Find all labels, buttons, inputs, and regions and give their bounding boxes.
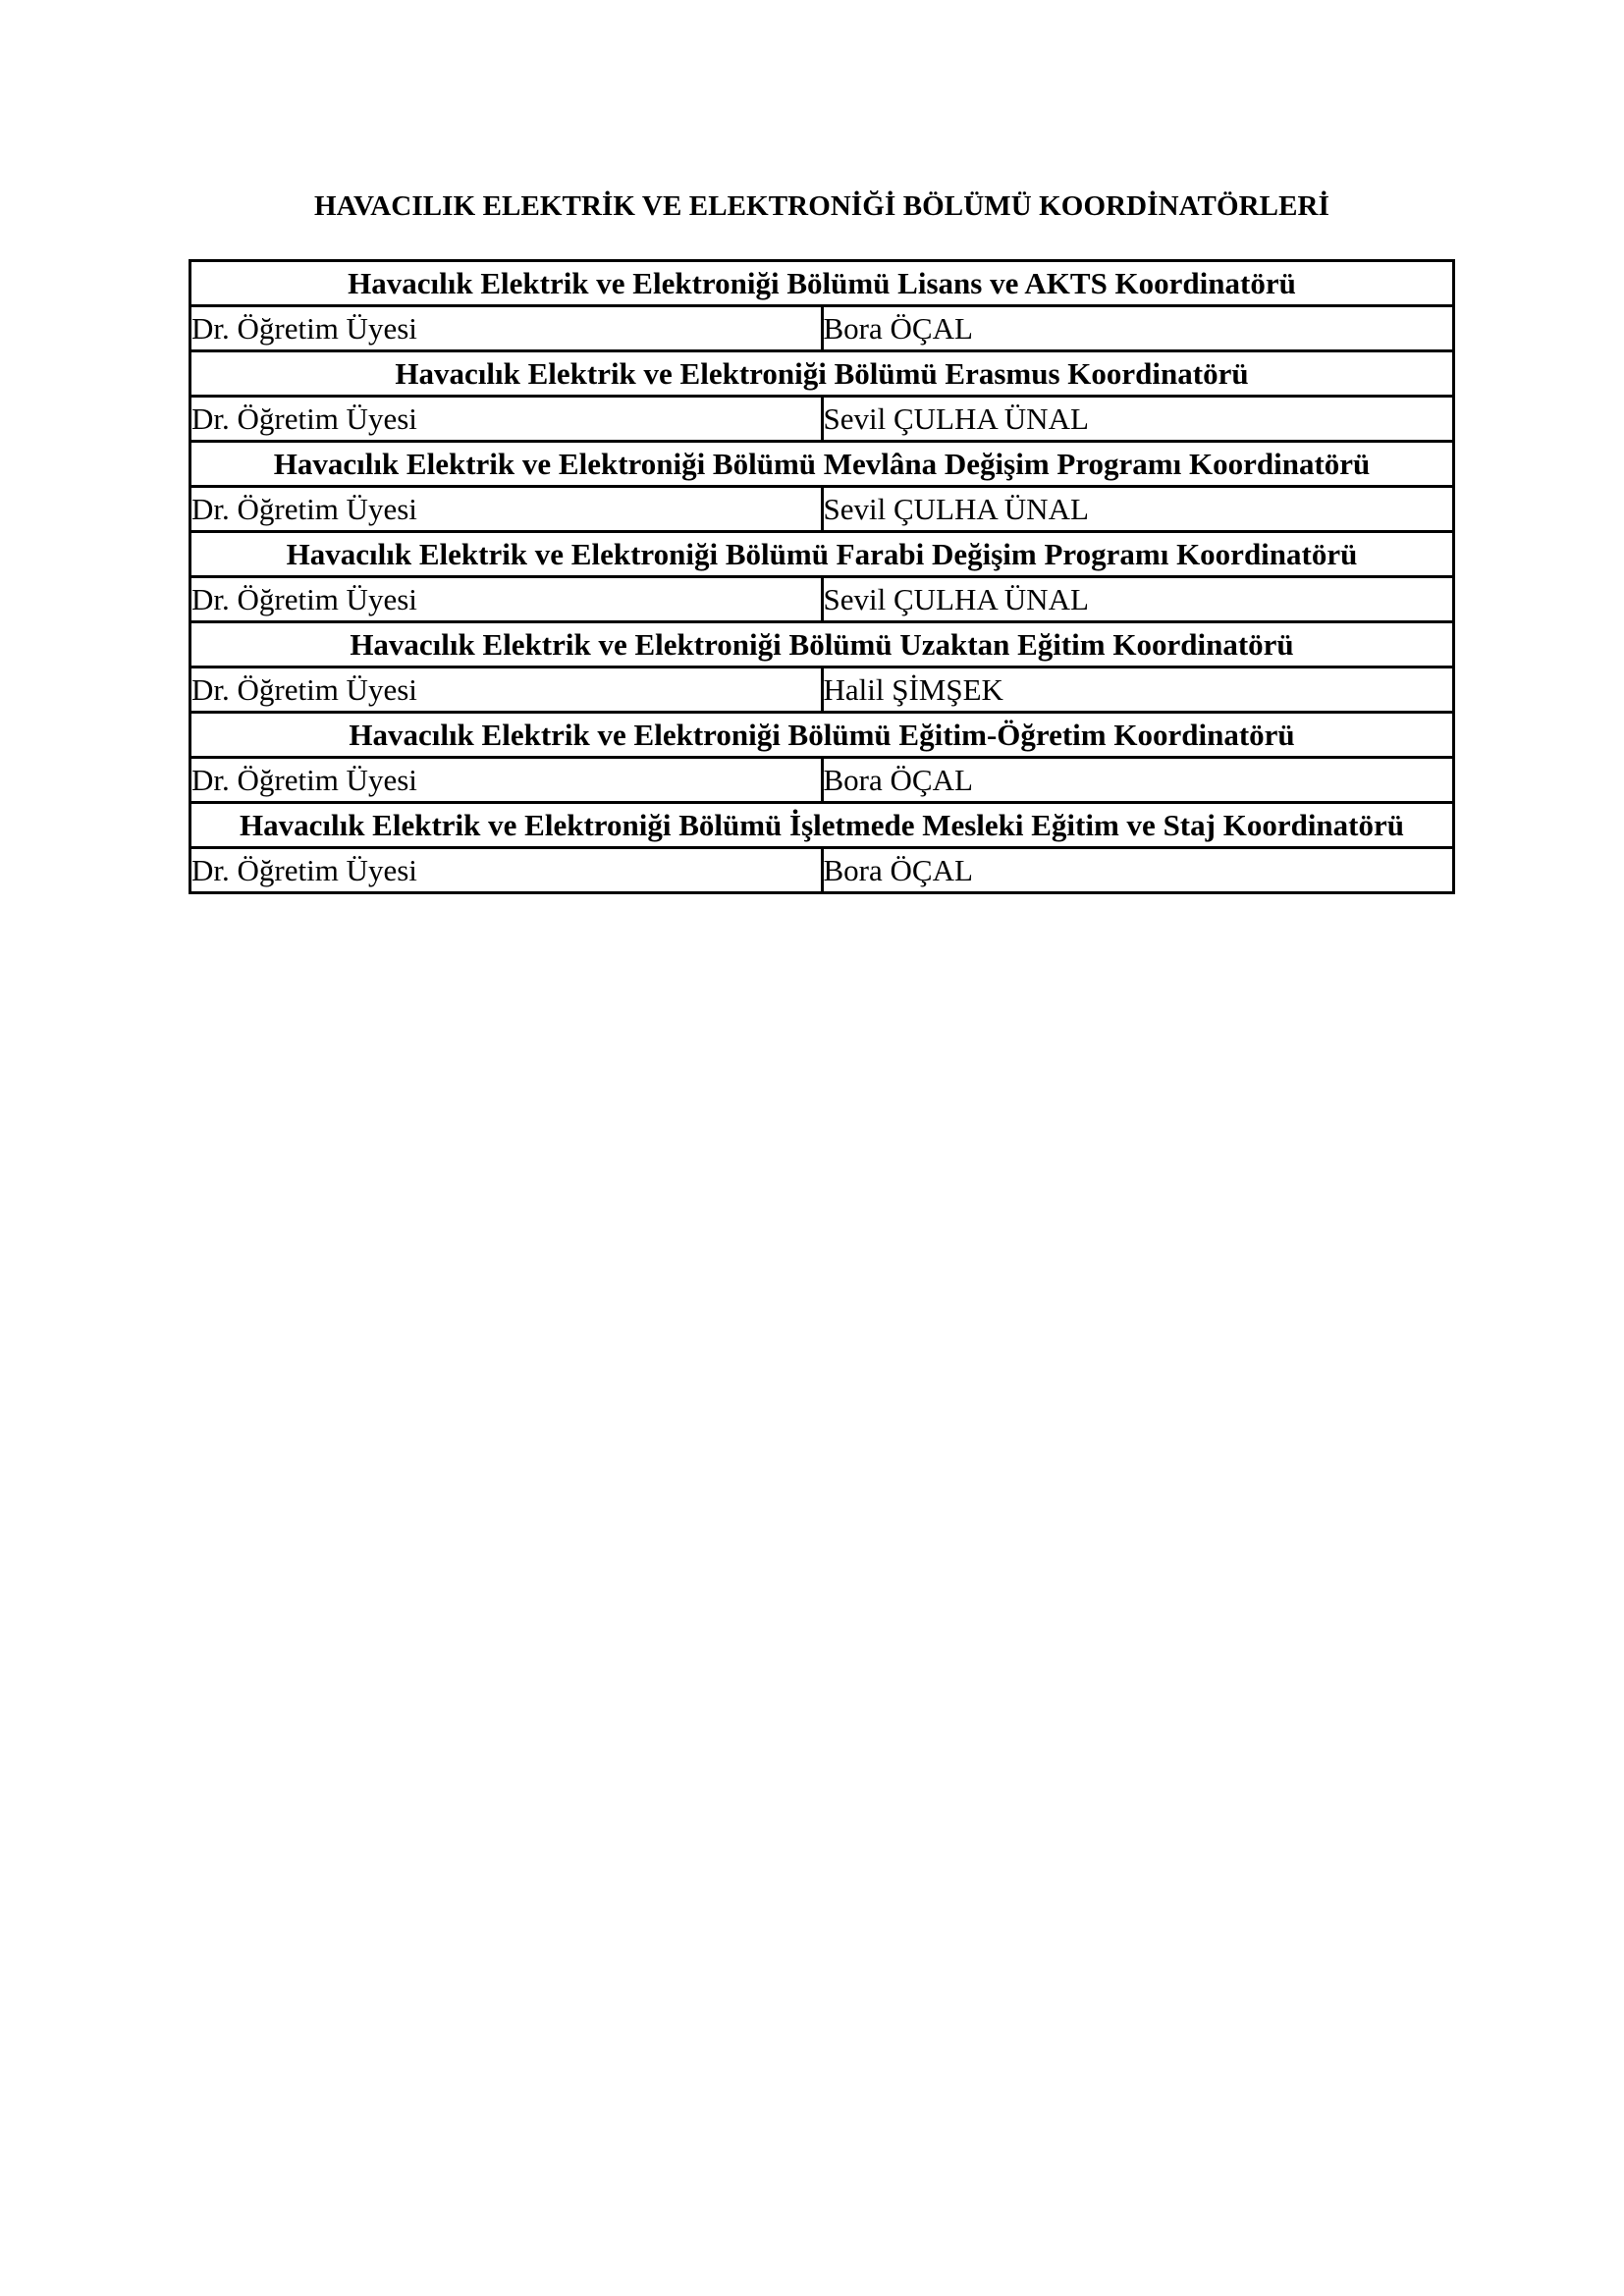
coordinator-name-cell: Sevil ÇULHA ÜNAL bbox=[822, 487, 1454, 532]
section-header-row bbox=[190, 351, 1454, 397]
table-row bbox=[190, 306, 1454, 351]
academic-title-cell: Dr. Öğretim Üyesi bbox=[190, 667, 823, 713]
coordinator-name-cell: Sevil ÇULHA ÜNAL bbox=[822, 577, 1454, 622]
table-row bbox=[190, 848, 1454, 893]
section-header-row bbox=[190, 442, 1454, 487]
academic-title-cell: Dr. Öğretim Üyesi bbox=[190, 577, 823, 622]
table-row bbox=[190, 758, 1454, 803]
table-row bbox=[190, 577, 1454, 622]
coordinator-name-cell: Sevil ÇULHA ÜNAL bbox=[822, 397, 1454, 442]
section-header-row bbox=[190, 622, 1454, 667]
section-header-row bbox=[190, 532, 1454, 577]
coordinator-name-cell: Halil ŞİMŞEK bbox=[822, 667, 1454, 713]
table-row bbox=[190, 667, 1454, 713]
section-header-row bbox=[190, 803, 1454, 848]
academic-title-cell: Dr. Öğretim Üyesi bbox=[190, 758, 823, 803]
page-title: HAVACILIK ELEKTRİK VE ELEKTRONİĞİ BÖLÜMÜ KOORDİNATÖRLERİ bbox=[314, 190, 1329, 222]
coordinator-name-cell: Bora ÖÇAL bbox=[822, 758, 1454, 803]
academic-title-cell: Dr. Öğretim Üyesi bbox=[190, 487, 823, 532]
section-heading-staj: Havacılık Elektrik ve Elektroniği Bölümü İşletmede Mesleki Eğitim ve Staj Koordinatörü bbox=[190, 803, 1454, 848]
section-heading-farabi: Havacılık Elektrik ve Elektroniği Bölümü Farabi Değişim Programı Koordinatörü bbox=[190, 532, 1454, 577]
section-heading-uzaktan-egitim: Havacılık Elektrik ve Elektroniği Bölümü Uzaktan Eğitim Koordinatörü bbox=[190, 622, 1454, 667]
section-heading-mevlana: Havacılık Elektrik ve Elektroniği Bölümü Mevlâna Değişim Programı Koordinatörü bbox=[190, 442, 1454, 487]
table-row bbox=[190, 397, 1454, 442]
section-header-row bbox=[190, 261, 1454, 306]
section-heading-erasmus: Havacılık Elektrik ve Elektroniği Bölümü Erasmus Koordinatörü bbox=[190, 351, 1454, 397]
academic-title-cell: Dr. Öğretim Üyesi bbox=[190, 397, 823, 442]
coordinator-name-cell: Bora ÖÇAL bbox=[822, 306, 1454, 351]
section-heading-lisans-akts: Havacılık Elektrik ve Elektroniği Bölümü Lisans ve AKTS Koordinatörü bbox=[190, 261, 1454, 306]
section-heading-egitim-ogretim: Havacılık Elektrik ve Elektroniği Bölümü Eğitim-Öğretim Koordinatörü bbox=[190, 713, 1454, 758]
coordinator-name-cell: Bora ÖÇAL bbox=[822, 848, 1454, 893]
section-header-row bbox=[190, 713, 1454, 758]
academic-title-cell: Dr. Öğretim Üyesi bbox=[190, 848, 823, 893]
table-row bbox=[190, 487, 1454, 532]
coordinator-table bbox=[189, 259, 1455, 894]
academic-title-cell: Dr. Öğretim Üyesi bbox=[190, 306, 823, 351]
